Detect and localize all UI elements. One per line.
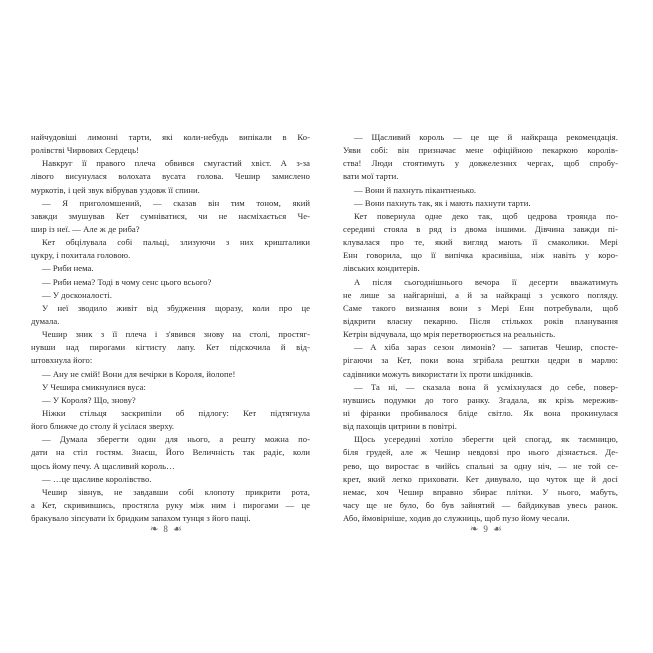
text-line: — Я приголомшений, — сказав він тим тоном, який	[42, 197, 310, 208]
text-line: — Думала зберегти один для нього, а решту можна по-	[42, 434, 310, 445]
text-line: від пахощів цитрини в повітрі.	[343, 421, 457, 432]
text-line: штовхнула його:	[31, 355, 93, 366]
text-line: ства! Люди стоятимуть у довжелезних чергах, щоб спробу-	[343, 158, 618, 169]
text-line: — Та ні, — сказала вона й усміхнулася до себе, повер-	[354, 381, 618, 392]
paragraph	[31, 302, 310, 328]
text-line: лівого висунулася волохата вусата голова. Чешир замислено	[31, 171, 310, 182]
text-line: Чешир зник з її плеча і з'явився знову на столі, простяг-	[42, 329, 310, 340]
text-line: його ближче до столу й усілася зверху.	[31, 421, 175, 432]
text-line: бракувало зіпсувати їх бридким запахом тунця з його пащі.	[31, 513, 251, 524]
paragraph	[31, 289, 310, 302]
paragraph	[31, 486, 310, 525]
page-number-right	[470, 524, 502, 535]
text-line: — Вони й пахнуть пікантненько.	[354, 184, 477, 195]
page-number: 8	[163, 524, 168, 534]
text-line: рігаючи за Кет, поки вона згрібала рештки цедри в марлю:	[343, 355, 618, 366]
paragraph	[343, 184, 618, 197]
paragraph	[31, 262, 310, 275]
text-line: А після сьогоднішнього вечора її десерти вважатимуть	[354, 276, 618, 287]
right-page-text	[343, 131, 618, 525]
paragraph	[343, 341, 618, 380]
text-line: — У Короля? Що, знову?	[42, 394, 136, 405]
text-line: нувшись подумки до того ранку. Згадала, як крізь мережив-	[343, 394, 618, 405]
paragraph	[31, 197, 310, 236]
ornament-right-icon: ☙	[492, 524, 502, 535]
text-line: рево, що виростає в чиїйсь спальні за одну ніч, — не той се-	[343, 460, 618, 471]
ornament-right-icon: ☙	[172, 524, 182, 535]
paragraph	[343, 433, 618, 525]
paragraph	[31, 433, 310, 472]
text-line: — А хіба зараз сезон лимонів? — запитав Чешир, спосте-	[354, 342, 618, 353]
ornament-left-icon: ❧	[470, 524, 479, 535]
paragraph	[31, 407, 310, 433]
paragraph	[343, 210, 618, 276]
paragraph	[343, 197, 618, 210]
text-line: нувши над пирогами кігтисту лапу. Кет підскочила й від-	[31, 342, 310, 353]
ornament-left-icon: ❧	[150, 524, 159, 535]
text-line: немає, хоч Чешир вправно збирає плітки. У нього, мабуть,	[343, 486, 618, 497]
text-line: Уяви собі: він призначає мене офіційною пекаркою королів-	[343, 145, 618, 156]
text-line: середині стояла в ряд із двома іншими. Дівчина завжди пі-	[343, 223, 618, 234]
text-line: Чешир зівнув, не завдавши собі клопоту прикрити рота,	[42, 486, 310, 497]
text-line: клувалася про те, який вигляд мають її смаколики. Мері	[343, 237, 618, 248]
text-line: лівських кондитерів.	[343, 263, 420, 274]
paragraph	[31, 157, 310, 196]
text-line: — У досконалості.	[42, 289, 112, 300]
text-line: Ніжки стільця заскрипіли об підлогу: Кет підтягнула	[42, 407, 310, 418]
left-page-text	[31, 131, 310, 525]
paragraph	[343, 381, 618, 434]
text-line: — Риби нема? Тоді в чому сенс цього всього?	[42, 276, 212, 287]
text-line: цукру, і похитала головою.	[31, 250, 131, 261]
text-line: вати мої тарти.	[343, 171, 399, 182]
text-line: муркотів, і цей звук вібрував уздовж її спини.	[31, 184, 200, 195]
text-line: часу ще не було, бо був зайнятий — байдикував увесь ранок.	[343, 499, 618, 510]
paragraph	[343, 276, 618, 342]
paragraph	[31, 276, 310, 289]
text-line: — …це щасливе королівство.	[42, 473, 152, 484]
text-line: відкрити власну пекарню. Після стількох років планування	[343, 315, 618, 326]
text-line: біля грудей, але ж Чешир невдовзі про нього дізнається. Де-	[343, 447, 618, 458]
text-line: — Риби нема.	[42, 263, 94, 274]
text-line: ролівстві Чирвових Сердець!	[31, 145, 139, 156]
text-line: Навкруг її правого плеча обвився смугастий хвіст. А з-за	[42, 158, 310, 169]
text-line: завжди змушував Кет сумніватися, чи не насміхається Че-	[31, 210, 310, 221]
text-line: найчудовіші лимонні тарти, які коли-небудь випікали в Ко-	[31, 132, 310, 142]
text-line: У Чешира смикнулися вуса:	[42, 381, 146, 392]
text-line: щось йому печу. А щасливий король…	[31, 460, 175, 471]
text-line: не лише за найгарніші, а й за найкращі з усякого погляду.	[343, 289, 618, 300]
text-line: Або, ймовірніше, ходив до служниць, щоб пузо йому чесали.	[343, 513, 570, 524]
paragraph	[343, 131, 618, 184]
text-line: шир із неї. — Але ж де риба?	[31, 223, 140, 234]
text-line: садівники можуть використати їх проти шкідників.	[343, 368, 533, 379]
text-line: — Вони пахнуть так, як і мають пахнути тарти.	[354, 197, 531, 208]
paragraph	[31, 381, 310, 394]
page-number: 9	[483, 524, 488, 534]
text-line: — Ану не смій! Вони для вечірки в Короля, йолопе!	[42, 368, 236, 379]
text-line: Саме такого визнання вони з Мері Енн потребували, щоб	[343, 302, 618, 313]
text-line: Кетрін відчувала, що мрія перетворюється на реальність.	[343, 329, 556, 340]
text-line: Енн говорила, що її випічка красивіша, ніж навіть у коро-	[343, 250, 618, 261]
text-line: дати на стіл гостям. Знаєш, Його Величність так радіє, коли	[31, 447, 310, 458]
text-line: Щось усередині хотіло зберегти цей спогад, як таємницю,	[354, 434, 618, 445]
text-line: думала.	[31, 315, 60, 326]
text-line: Кет обцілувала собі пальці, злизуючи з них кришталики	[42, 237, 310, 248]
text-line: крет, який легко приховати. Кет дивувало, що чуток ще й досі	[343, 473, 618, 484]
paragraph	[31, 394, 310, 407]
text-line: — Щасливий король — це ще й найкраща рекомендація.	[354, 132, 618, 142]
page-number-left	[150, 524, 182, 535]
text-line: Кет повернула одне деко так, щоб цедрова троянда по-	[354, 210, 618, 221]
text-line: У неї зводило живіт від збудження щоразу, коли про це	[42, 302, 310, 313]
paragraph	[31, 328, 310, 367]
paragraph	[31, 368, 310, 381]
text-line: ні фіранки пробивалося бліде світло. Як вона прокинулася	[343, 407, 618, 418]
paragraph	[31, 131, 310, 157]
paragraph	[31, 473, 310, 486]
paragraph	[31, 236, 310, 262]
text-line: а Кет, скривившись, простягла руку між ним і пирогами — це	[31, 499, 310, 510]
